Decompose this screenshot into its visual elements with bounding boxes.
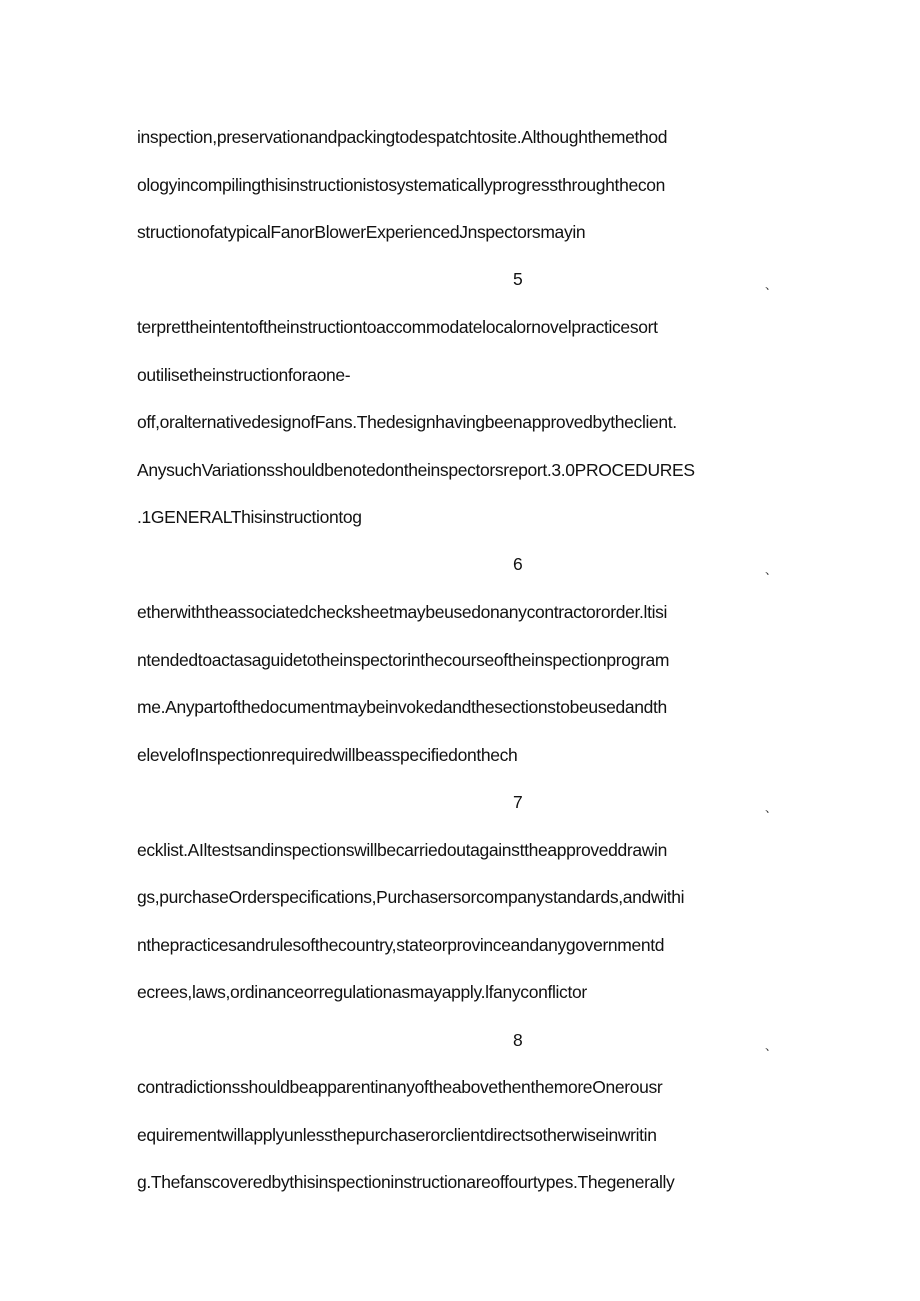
- body-text-line: outilisetheinstructionforaone-: [137, 365, 351, 385]
- body-text-line: g.Thefanscoveredbythisinspectioninstructionareoffourtypes.Thegenerally: [137, 1172, 675, 1192]
- body-text-line: ecklist.AIltestsandinspectionswillbecarriedoutagainsttheapproveddrawin: [137, 840, 667, 860]
- body-text-line: equirementwillapplyunlessthepurchaserorclientdirectsotherwiseinwritin: [137, 1125, 657, 1145]
- page-number: 6: [513, 554, 523, 574]
- list-separator-mark: 、: [765, 278, 778, 292]
- body-text-line: gs,purchaseOrderspecifications,Purchasersorcompanystandards,andwithi: [137, 887, 685, 907]
- body-text-line: contradictionsshouldbeapparentinanyoftheabovethenthemoreOnerousr: [137, 1077, 663, 1097]
- body-text-line: off,oralternativedesignofFans.Thedesignhavingbeenapprovedbytheclient.: [137, 412, 677, 432]
- body-text-line: ecrees,laws,ordinanceorregulationasmayapply.lfanyconflictor: [137, 982, 587, 1002]
- body-text-line: elevelofInspectionrequiredwillbeasspecifiedonthech: [137, 745, 518, 765]
- page-number: 8: [513, 1030, 523, 1050]
- list-separator-mark: 、: [765, 563, 778, 577]
- list-separator-mark: 、: [765, 801, 778, 815]
- body-text-line: .1GENERALThisinstructiontog: [137, 507, 362, 527]
- body-text-line: ntendedtoactasaguidetotheinspectorinthecourseoftheinspectionprogram: [137, 650, 670, 670]
- list-separator-mark: 、: [765, 1039, 778, 1053]
- page-number: 5: [513, 269, 523, 289]
- body-text-line: terprettheintentoftheinstructiontoaccommodatelocalornovelpracticesort: [137, 317, 658, 337]
- body-text-line: me.Anypartofthedocumentmaybeinvokedandthesectionstobeusedandth: [137, 697, 667, 717]
- body-text-line: inspection,preservationandpackingtodespatchtosite.Althoughthemethod: [137, 127, 668, 147]
- body-text-line: AnysuchVariationsshouldbenotedontheinspectorsreport.3.0PROCEDURES: [137, 460, 695, 480]
- body-text-line: nthepracticesandrulesofthecountry,stateorprovinceandanygovernmentd: [137, 935, 665, 955]
- body-text-line: structionofatypicalFanorBlowerExperiencedJnspectorsmayin: [137, 222, 586, 242]
- body-text-line: etherwiththeassociatedchecksheetmaybeusedonanycontractororder.ltisi: [137, 602, 668, 622]
- body-text-line: ologyincompilingthisinstructionistosystematicallyprogressthroughthecon: [137, 175, 665, 195]
- page-number: 7: [513, 792, 523, 812]
